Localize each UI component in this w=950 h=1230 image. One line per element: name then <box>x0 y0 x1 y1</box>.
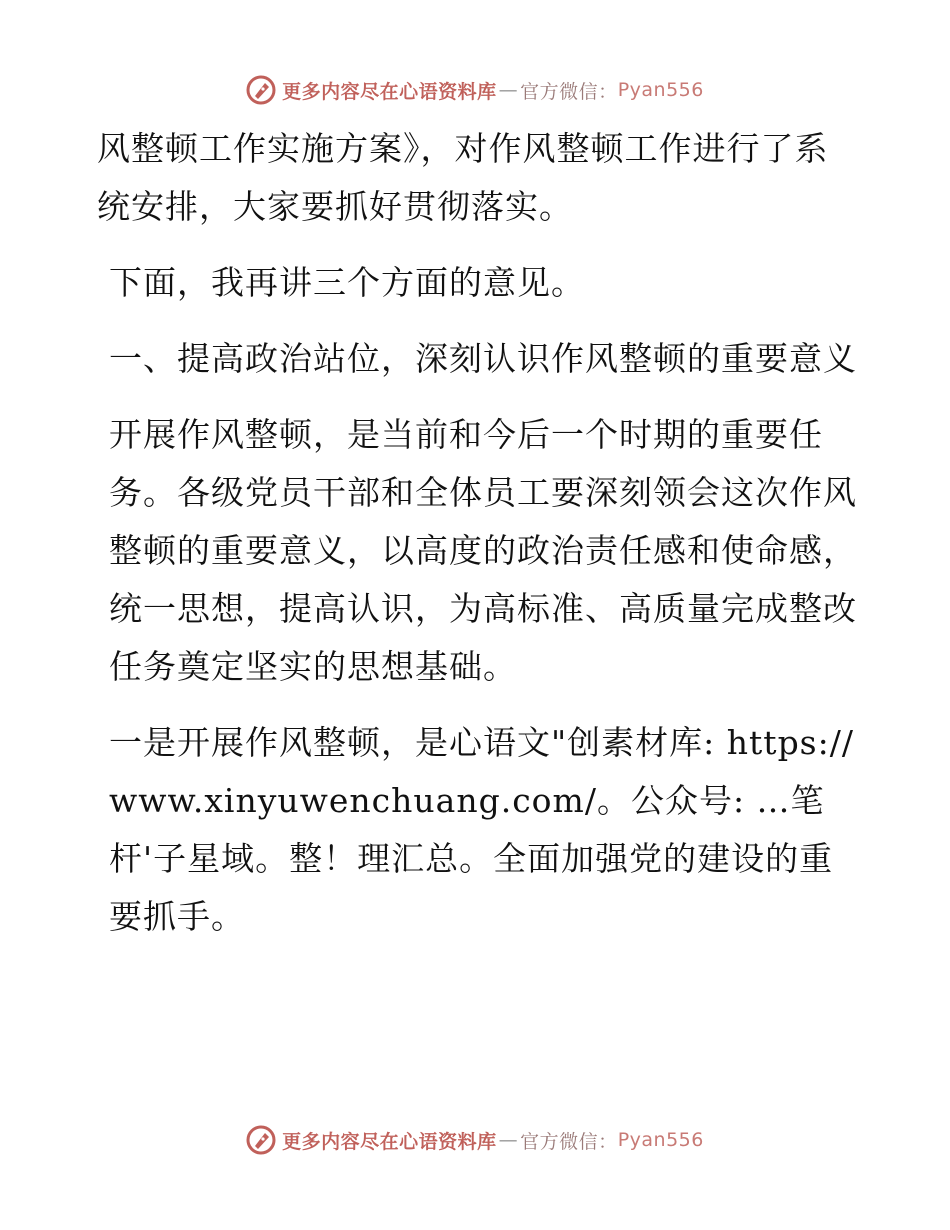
footer-watermark-banner <box>0 1120 950 1160</box>
banner-wechat-label: 官方微信： <box>520 1130 618 1153</box>
banner-slogan: 更多内容尽在心语资料库 <box>282 80 497 103</box>
banner-wechat-id: Pyan556 <box>617 1129 704 1151</box>
banner-slogan: 更多内容尽在心语资料库 <box>282 1130 497 1153</box>
banner-separator: — <box>498 1129 519 1151</box>
header-watermark-banner <box>0 70 950 110</box>
paragraph-body: 开展作风整顿，是当前和今后一个时期的重要任务。各级党员干部和全体员工要深刻领会这次作风整顿的重要意义，以高度的政治责任感和使命感，统一思想，提高认识，为高标准、高质量完成整改任务奠定坚实的思想基础。 <box>109 415 857 686</box>
banner-wechat-id: Pyan556 <box>617 79 704 101</box>
pen-nib-logo-icon <box>246 1125 276 1155</box>
banner-separator: — <box>498 79 519 101</box>
paragraph-point-one: 一是开展作风整顿，是心语文"创素材库: https://www.xinyuwenchuang.com/。公众号: …笔杆'子星域。整！理汇总。全面加强党的建设的重要抓手。 <box>109 723 854 936</box>
banner-wechat-label: 官方微信： <box>520 80 618 103</box>
document-body <box>97 120 857 964</box>
paragraph-continuation: 风整顿工作实施方案》，对作风整顿工作进行了系统安排，大家要抓好贯彻落实。 <box>97 129 829 226</box>
pen-nib-logo-icon <box>246 75 276 105</box>
paragraph-intro: 下面，我再讲三个方面的意见。 <box>109 263 585 302</box>
section-heading-one: 一、提高政治站位，深刻认识作风整顿的重要意义 <box>109 339 857 378</box>
